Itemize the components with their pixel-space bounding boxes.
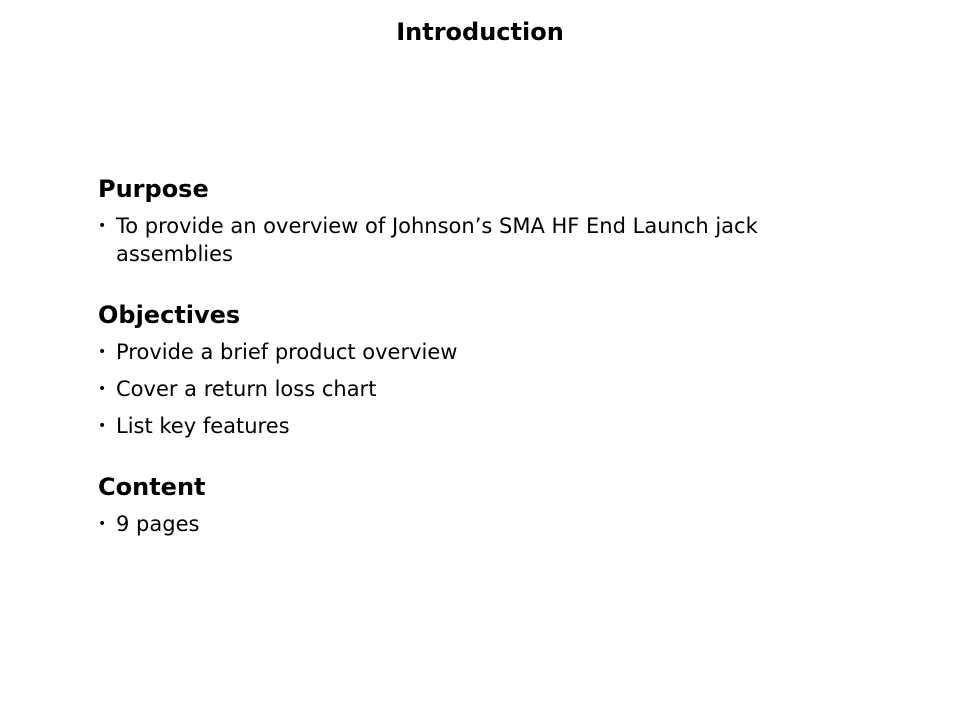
bullet-list-objectives (98, 338, 878, 440)
section-content (98, 470, 878, 538)
bullet-list-content (98, 510, 878, 538)
section-heading-content: Content (98, 473, 206, 501)
bullet-list-purpose (98, 212, 878, 268)
bullet-text: Cover a return loss chart (116, 377, 377, 401)
section-objectives (98, 298, 878, 440)
list-item (98, 212, 878, 268)
list-item (98, 412, 878, 440)
section-heading-purpose: Purpose (98, 175, 209, 203)
section-purpose (98, 172, 878, 268)
section-heading-objectives: Objectives (98, 301, 241, 329)
bullet-text: To provide an overview of Johnson’s SMA HF End Launch jack assemblies (116, 214, 758, 266)
bullet-icon: • (98, 344, 107, 360)
bullet-text: Provide a brief product overview (116, 340, 458, 364)
list-item (98, 338, 878, 366)
bullet-icon: • (98, 516, 107, 532)
slide-title: Introduction (396, 18, 564, 46)
bullet-icon: • (98, 418, 107, 434)
bullet-text: List key features (116, 414, 290, 438)
list-item (98, 510, 878, 538)
list-item (98, 375, 878, 403)
bullet-text: 9 pages (116, 512, 200, 536)
slide-content (98, 172, 878, 538)
bullet-icon: • (98, 218, 107, 234)
bullet-icon: • (98, 381, 107, 397)
